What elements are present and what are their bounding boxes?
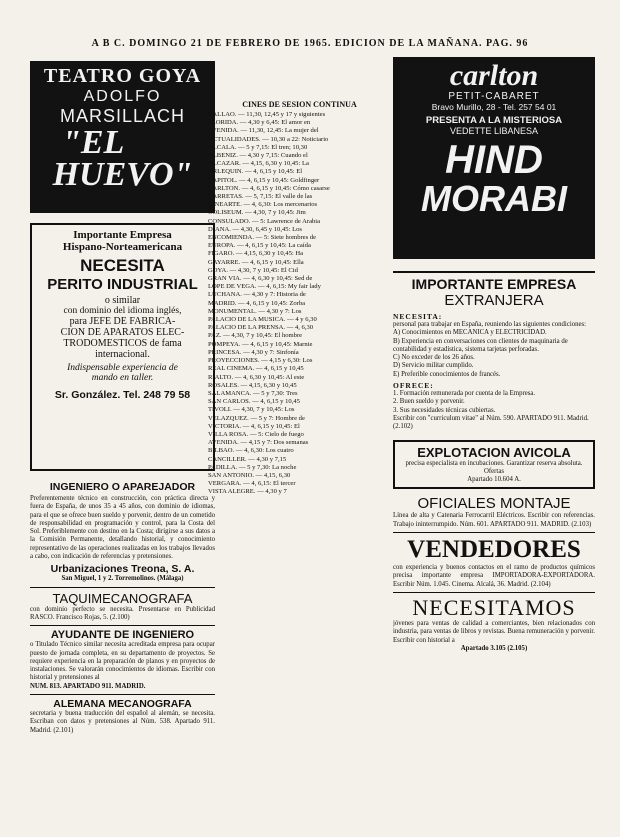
carlton-presenta-1: PRESENTA A LA MISTERIOSA [425, 115, 563, 126]
perito-or: o similar [104, 295, 141, 306]
vendedores-ad [393, 536, 595, 589]
extranjera-intro: personal para trabajar en España, reuniendo las siguientes condiciones: [393, 321, 587, 328]
teatro-title: TEATRO GOYA [43, 65, 202, 87]
cinema-listing: VERGARA. — 4, 6,15: El tercer [208, 480, 296, 488]
perito-title-2: Hispano-Norteamericana [62, 241, 183, 253]
actor-last-name: MARSILLACH [59, 106, 186, 126]
carlton-presenta-2: VEDETTE LIBANESA [449, 126, 539, 136]
divider [393, 592, 595, 593]
cinema-listing: VILLA ROSA. — 5: Cielo de fuego [208, 430, 304, 438]
play-title-2: HUEVO" [52, 156, 193, 193]
ayudante-body: o Titulado Técnico similar necesita acreditada empresa para ocupar puesto de jornada completa, en su departamento de proyectos. Se requiere experiencia en la preparación de planos y en proyectos de instalaciones. Se valorarán conocimientos de idiomas. Escribir con historial y pretensiones al [30, 641, 215, 682]
ayudante-contact: NUM. 813. APARTADO 911. MADRID. [30, 682, 146, 690]
cinema-listing: SAN ANTONIO. — 4,15, 6,30 [208, 471, 291, 479]
cinema-listing: CARRETAS. — 5, 7,15: El valle de las [208, 193, 313, 201]
oficiales-title: OFICIALES MONTAJE [417, 495, 571, 513]
offer-item: 3. Sus necesidades técnicas cubiertas. [393, 406, 496, 414]
cinema-listing: SAN CARLOS. — 4, 6,15 y 10,45 [208, 398, 300, 406]
necesitamos-title: NECESITAMOS [412, 594, 576, 620]
cinema-listing: PALACIO DE LA PRENSA. — 4, 6,30 [208, 324, 314, 332]
divider [30, 694, 215, 695]
divider [393, 532, 595, 533]
perito-body-4: TRODOMESTICOS de fama [63, 338, 182, 349]
cinema-listing: ENCOMIENDA. — 5: Siete hombres de [208, 234, 317, 242]
ingeniero-title: INGENIERO O APAREJADOR [49, 481, 196, 493]
perito-contact: Sr. González. Tel. 248 79 58 [54, 389, 191, 401]
carlton-ad [393, 57, 595, 259]
cinema-listing: PADILLA. — 5 y 7,30: La noche [208, 463, 297, 471]
cinema-listing: ALBENIZ. — 4,30 y 7,15: Cuando el [208, 152, 308, 160]
perito-big-2: PERITO INDUSTRIAL [47, 276, 198, 293]
cinema-listing: POMPEYA. — 4, 6,15 y 10,45: Marnie [208, 340, 313, 348]
ingeniero-address: San Miguel, 1 y 2. Torremolinos. (Málaga) [61, 575, 184, 583]
taquimeca-ad [30, 591, 215, 623]
carlton-sub-1: PETIT-CABARET [448, 91, 540, 102]
cinema-listing: CANCILLER. — 4,30 y 7,15 [208, 455, 287, 463]
cinema-listing: VICTORIA. — 4, 6,15 y 10,45: El [208, 422, 300, 430]
cinema-listing: MONUMENTAL. — 4,30 y 7: Los [208, 307, 302, 315]
cinema-listing: MADRID. — 4, 6,15 y 10,45: Zorba [208, 299, 306, 307]
perito-body-2: para JEFE DE FABRICA- [69, 316, 176, 327]
cinema-listing: DIANA. — 4,30, 6,45 y 10,45: Los [208, 225, 302, 233]
teatro-goya-ad [30, 61, 215, 213]
cinema-listings [208, 111, 391, 497]
alemana-body: secretaria y buena traducción del español al alemán, se necesita. Escriban con datos y pretensiones al Núm. 538. Apartado 911. Madrid. (2.101) [30, 710, 215, 734]
cinema-listing: CINEARTE. — 4, 6,30: Los mercenarios [208, 201, 318, 209]
cinema-listing: VELAZQUEZ. — 5 y 7: Hombre de [208, 414, 305, 422]
cinema-listing: EUROPA. — 4, 6,15 y 10,45: La caída [208, 242, 311, 250]
avicola-ad [393, 440, 595, 490]
cinema-listing: CONSULADO. — 5: Lawrence de Arabia [208, 217, 321, 225]
necesitamos-ad [393, 596, 595, 653]
cinema-listing: ALCALA. — 5 y 7,15: El tren; 10,30 [208, 143, 308, 151]
cinema-listing: FIGARO. — 4,15, 6,30 y 10,45: Ha [208, 250, 304, 258]
cinema-listing: PAZ. — 4,30, 7 y 10,45: El hombre [208, 332, 303, 340]
perito-ad [30, 223, 215, 471]
perito-body-7: mando en taller. [91, 373, 154, 383]
extranjera-title-1: IMPORTANTE EMPRESA [411, 276, 577, 292]
vendedores-title: VENDEDORES [407, 536, 581, 564]
oficiales-body: Línea de alta y Catenaria Ferrocarril Eléctricos. Escribir con referencias. Trabajo ininterrumpido. Núm. 601. APARTADO 911. MADRID. (2.103) [393, 512, 595, 528]
cinema-listing: PRINCESA. — 4,30 y 7: Sinfonía [208, 348, 299, 356]
extranjera-ad [393, 271, 595, 432]
alemana-ad [30, 698, 215, 735]
avicola-title: EXPLOTACION AVICOLA [417, 444, 571, 460]
cinema-listing: AVENIDA. — 11,30, 12,45: La mujer del [208, 127, 319, 135]
ingeniero-company: Urbanizaciones Treona, S. A. [50, 563, 195, 576]
necesitamos-body: jóvenes para ventas de calidad a comerciantes, bien relacionados con industria, para ventas de libros y revistas. Buena remuneración y porvenir. Escribir con historial a [393, 619, 595, 644]
offer-item: 1. Formación remunerada por cuenta de la Empresa. [393, 390, 536, 398]
perito-title-1: Importante Empresa [73, 229, 172, 241]
cinema-listing: PALACIO DE LA MUSICA. — 4 y 6,30 [208, 316, 317, 324]
ayudante-ad [30, 629, 215, 691]
requirement-item: C) No exceder de los 26 años. [393, 354, 475, 362]
extranjera-ofrece: OFRECE: [393, 381, 434, 391]
extranjera-requirements [393, 329, 595, 379]
middle-column [208, 55, 391, 835]
extranjera-contact: Escribir con "curriculum vitae" al Núm. 590. APARTADO 911. Madrid. (2.102) [393, 414, 589, 431]
actor-first-name: ADOLFO [83, 88, 162, 105]
taquimeca-body: con dominio perfecto se necesita. Presentarse en Publicidad RASCO. Francisco Rojas, 5. (2.100) [30, 605, 215, 621]
cinema-listing: BILBAO. — 4, 6,30: Los cuatro [208, 447, 294, 455]
right-column [393, 55, 595, 835]
cinema-listing: RIALTO. — 4, 6,30 y 10,45: Al este [208, 373, 305, 381]
oficiales-ad [393, 495, 595, 529]
cinema-listing: FLORIDA. — 4,30 y 6,45: El amor en [208, 119, 311, 127]
cinema-listing: LOPE DE VEGA. — 4, 6,15: My fair lady [208, 283, 321, 291]
perito-body-1: con dominio del idioma inglés, [63, 306, 182, 316]
carlton-sub-2: Bravo Murillo, 28 - Tel. 257 54 01 [431, 102, 557, 112]
cinema-listing: ACTUALIDADES. — 10,30 a 22: Noticiario [208, 135, 329, 143]
avicola-contact: Apartado 10.604 A. [467, 476, 521, 484]
cinema-listing: VISTA ALEGRE. — 4,30 y 7 [208, 488, 287, 496]
perito-big-1: NECESITA [80, 256, 165, 275]
cinema-listing: REAL CINEMA. — 4, 6,15 y 10,45 [208, 365, 304, 373]
page-header: A B C. DOMINGO 21 DE FEBRERO DE 1965. EDICION DE LA MAÑANA. PAG. 96 [91, 38, 529, 49]
cinema-listing: PROYECCIONES. — 4,15 y 6,30: Los [208, 357, 313, 365]
offer-item: 2. Buen sueldo y porvenir. [393, 398, 465, 406]
vendedores-body: con experiencia y buenos contactos en el ramo de productos químicos precisa importante empresa IMPORTADORA-EXPORTADORA. Escribir Núm. 1.045. Cinema. Alcalá, 36. Madrid. (2.104) [393, 564, 595, 588]
cinema-section-title: CINES DE SESION CONTINUA [242, 100, 357, 109]
cinema-listing: ARLEQUIN. — 4, 6,15 y 10,45: El [208, 168, 303, 176]
avicola-body: precisa especialista en incubaciones. Garantizar reserva absoluta. Ofertas [405, 459, 583, 475]
star-name-2: MORABI [421, 178, 567, 219]
necesitamos-contact: Apartado 3.105 (2.105) [460, 644, 528, 652]
cinema-listing: GOYA. — 4,30, 7 y 10,45: El Cid [208, 266, 298, 274]
extranjera-title-2: EXTRANJERA [444, 292, 544, 309]
cinema-listing: CARLTON. — 4, 6,15 y 10,45: Cómo casarse [208, 184, 330, 192]
requirement-item: A) Conocimientos en MECANICA y ELECTRICIDAD. [393, 329, 547, 337]
ayudante-title: AYUDANTE DE INGENIERO [50, 629, 195, 642]
divider [30, 625, 215, 626]
perito-body-3: CION DE APARATOS ELEC- [60, 327, 185, 338]
extranjera-necesita: NECESITA: [393, 312, 443, 321]
carlton-logo: carlton [449, 59, 539, 92]
requirement-item: E) Preferible conocimientos de francés. [393, 370, 501, 378]
ingeniero-body: Preferentemente técnico en construcción, con práctica directa y fuera de España, de unos 35 a 45 años, con dominio de idiomas, para el que se ofrece buen sueldo y porvenir, dentro de un cometido de responsabilidad en programación y control, para la Costa del Sol. Preferiblemente con destino en la Costa; dirigirse a sus datos a la Comisión Permanente, detallando historial, y conocimiento representativo de las operaciones realizadas en los trabajos llevados a cabo, con indicación de referencias y pretensiones. [30, 495, 215, 561]
cinema-listing: LUCHANA. — 4,30 y 7: Historia de [208, 291, 306, 299]
star-name-1: HIND [445, 138, 543, 182]
left-column [30, 55, 215, 835]
divider [30, 587, 215, 588]
perito-body-6: Indispensable experiencia de [67, 363, 178, 373]
requirement-item: D) Servicio militar cumplido. [393, 362, 474, 370]
cinema-listing: GAYARRE. — 4, 6,15 y 10,45: Ella [208, 258, 304, 266]
cinema-listing: COLISEUM. — 4,30, 7 y 10,45: Jim [208, 209, 306, 217]
cinema-listing: CALLAO. — 11,30, 12,45 y 17 y siguientes [208, 111, 326, 118]
cinema-listing: TIVOLI. — 4,30, 7 y 10,45: Los [208, 406, 295, 414]
cinema-listing: ALCAZAR. — 4,15, 6,30 y 10,45: La [208, 160, 309, 168]
requirement-item: B) Experiencia en conversaciones con clientes de maquinaria de contabilidad y estadística, sistema tarjetas perforadas. [393, 337, 568, 353]
cinema-listing: GRAN VIA. — 4, 6,30 y 10,45: Sed de [208, 275, 313, 283]
cinema-listing: CAPITOL. — 4, 6,15 y 10,45: Goldfinger [208, 176, 320, 184]
play-title-1: "EL [62, 124, 125, 161]
extranjera-offers [393, 390, 595, 415]
cinema-listing: SALAMANCA. — 5 y 7,30: Tres [208, 389, 298, 397]
cinema-listing: AVENIDA. — 4,15 y 7: Dos semanas [208, 439, 309, 447]
alemana-title: ALEMANA MECANOGRAFA [53, 698, 192, 711]
cinema-listing: ROSALES. — 4,15, 6,30 y 10,45 [208, 381, 297, 389]
ingeniero-ad [30, 481, 215, 584]
taquimeca-title: TAQUIMECANOGRAFA [52, 590, 193, 606]
perito-body-5: internacional. [95, 349, 150, 360]
